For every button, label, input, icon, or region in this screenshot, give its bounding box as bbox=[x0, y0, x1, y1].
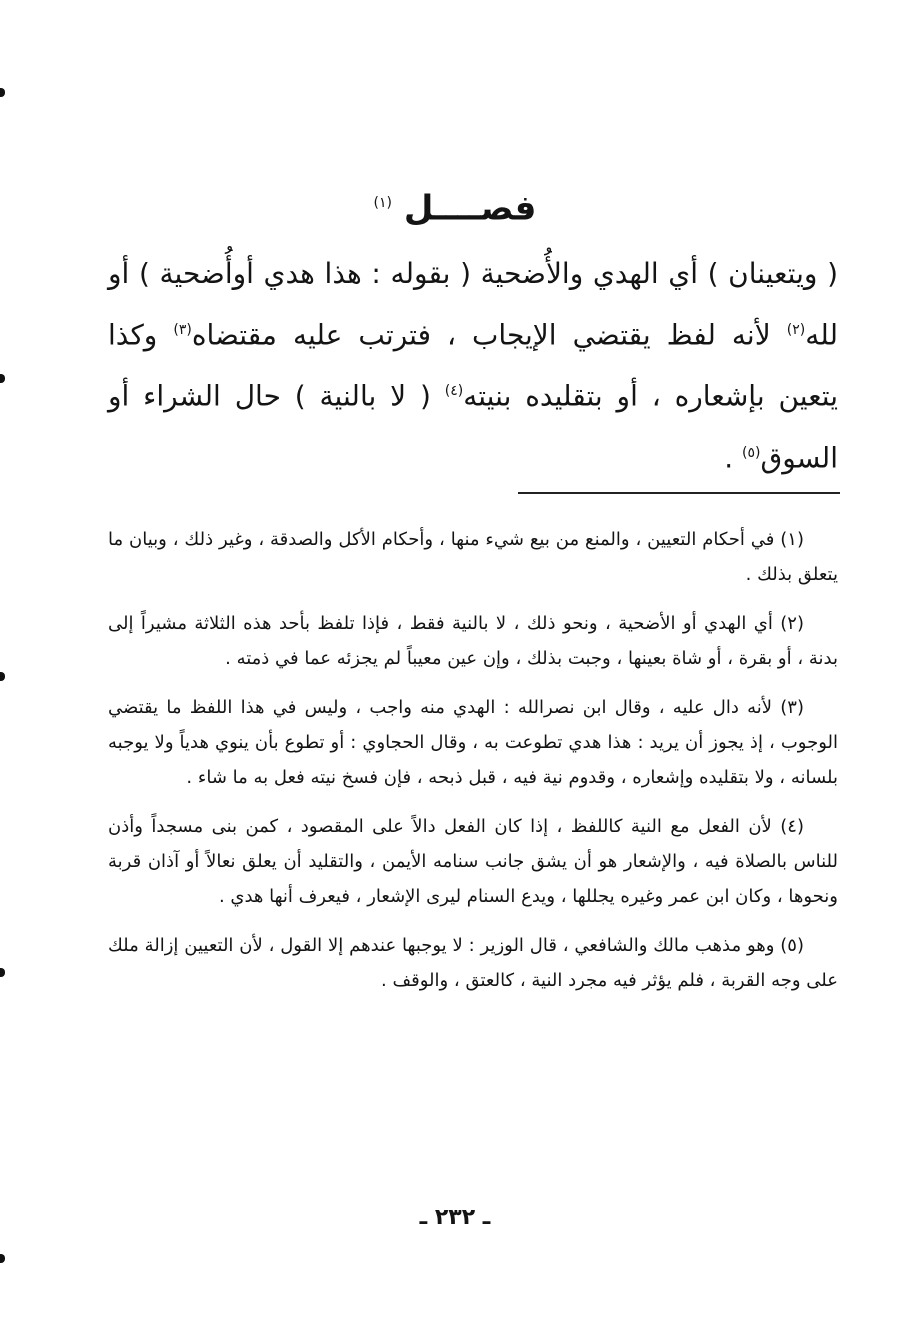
footnote-ref-3: (٣) bbox=[173, 322, 192, 338]
main-text-segment: لأنه لفظ يقتضي الإيجاب ، فترتب عليه مقتضاه bbox=[191, 318, 787, 352]
scan-edge-mark bbox=[0, 374, 5, 383]
main-text-segment: . bbox=[724, 440, 743, 474]
main-text-segment: ( لا بالنية ) حال الشراء أو السوق bbox=[108, 379, 838, 474]
main-text-line-1: ( ويتعينان ) أي الهدي والأُضحية ( بقوله : هذا هدي أوأُضحية ) bbox=[138, 257, 839, 290]
scan-edge-mark bbox=[0, 1254, 5, 1263]
footnote-3: (٣) لأنه دال عليه ، وقال ابن نصرالله : الهدي منه واجب ، وليس في هذا اللفظ ما يقتضي الوجوب ، إذ يجوز أن يريد : هذا هدي تطوعت به ، وقال الحجاوي : أو تطوع بأن ينوي هدياً ولا يوجبه بلسانه ، ولا بتقليده وإشعاره ، وقدوم نية فيه ، قبل ذبحه ، فإن فسخ نيته فعل به ما شاء . bbox=[108, 697, 838, 788]
footnote-1: (١) في أحكام التعيين ، والمنع من بيع شيء منها ، وأحكام الأكل والصدقة ، وغير ذلك ، وبيان ما يتعلق بذلك . bbox=[108, 529, 838, 585]
footnote-ref-2: (٢) bbox=[786, 322, 806, 338]
chapter-heading bbox=[0, 178, 910, 233]
scan-edge-mark bbox=[0, 88, 5, 97]
footnotes bbox=[108, 522, 838, 1012]
footnote-4: (٤) لأن الفعل مع النية كاللفظ ، إذا كان الفعل دالاً على المقصود ، كمن بنى مسجداً وأذن للناس بالصلاة فيه ، والإشعار هو أن يشق جانب سنامه الأيمن ، والتقليد أن يعلق نعالاً أو آذان قربة ونحوها ، وكان ابن عمر وغيره يجللها ، ويدع السنام ليرى الإشعار ، فيعرف أنها هدي . bbox=[108, 816, 838, 907]
page-number: ـ ٢٣٢ ـ bbox=[419, 1205, 491, 1230]
main-paragraph bbox=[108, 246, 838, 486]
main-text-segment: أو لله bbox=[108, 257, 839, 352]
chapter-title: فصــــل bbox=[403, 188, 537, 229]
footnote-ref-4: (٤) bbox=[444, 383, 464, 400]
footnote-ref-1: (١) bbox=[373, 195, 392, 211]
footnote-ref-5: (٥) bbox=[742, 444, 761, 461]
scan-edge-mark bbox=[0, 672, 5, 681]
scan-edge-mark bbox=[0, 968, 5, 977]
main-text-segment: وكذا يتعين بإشعاره ، أو بتقليده بنيته bbox=[108, 318, 838, 413]
footnote-5: (٥) وهو مذهب مالك والشافعي ، قال الوزير : لا يوجبها عندهم إلا القول ، لأن التعيين إزالة ملك على وجه القربة ، فلم يؤثر فيه مجرد النية ، كالعتق ، والوقف . bbox=[108, 935, 838, 991]
footnote-separator bbox=[518, 492, 840, 494]
main-text bbox=[108, 246, 838, 486]
footnote-2: (٢) أي الهدي أو الأضحية ، ونحو ذلك ، لا بالنية فقط ، فإذا تلفظ بأحد هذه الثلاثة مشيراً إلى بدنة ، أو بقرة ، أو شاة بعينها ، وجبت بذلك ، وإن عين معيباً لم يجزئه عما في ذمته . bbox=[108, 613, 838, 669]
